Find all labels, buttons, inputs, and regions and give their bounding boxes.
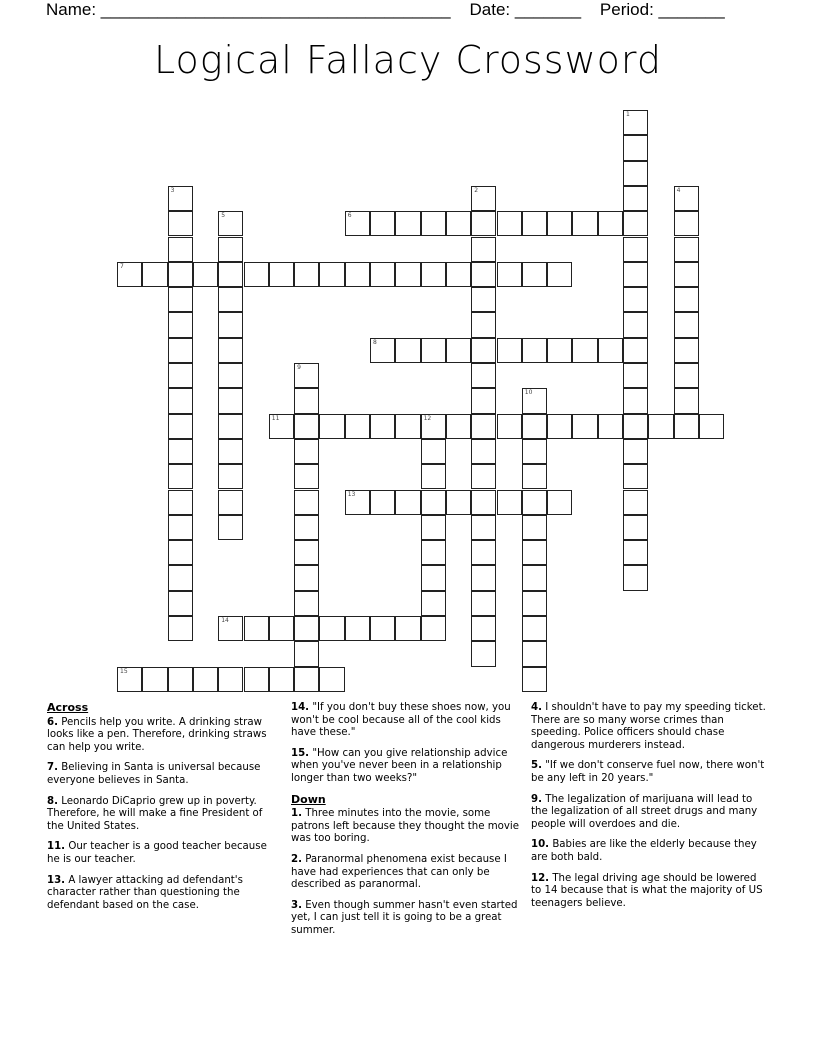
crossword-cell[interactable]: [471, 540, 496, 565]
clue-number: 10.: [531, 839, 550, 851]
crossword-cell[interactable]: [294, 439, 319, 464]
crossword-cell[interactable]: [218, 388, 243, 413]
crossword-cell[interactable]: [421, 591, 446, 616]
clues-column-3: [531, 702, 769, 918]
crossword-cell[interactable]: [623, 161, 648, 186]
cell-number: 15: [120, 667, 128, 675]
clue-number: 1.: [291, 808, 302, 820]
clues-column-1: [47, 702, 272, 920]
crossword-cell[interactable]: [168, 591, 193, 616]
clue-text: A lawyer attacking ad defendant's character rather than questioning the defendant based on the case.: [47, 874, 243, 911]
crossword-cell[interactable]: [446, 338, 471, 363]
crossword-cell[interactable]: [395, 616, 420, 641]
crossword-cell[interactable]: [674, 338, 699, 363]
cell-number: 2: [474, 186, 479, 194]
crossword-cell[interactable]: [168, 363, 193, 388]
crossword-cell[interactable]: [294, 591, 319, 616]
crossword-cell[interactable]: [168, 237, 193, 262]
crossword-cell[interactable]: [269, 616, 294, 641]
crossword-cell[interactable]: [218, 490, 243, 515]
crossword-cell[interactable]: [572, 338, 597, 363]
crossword-cell[interactable]: [421, 616, 446, 641]
crossword-cell[interactable]: [244, 616, 269, 641]
crossword-cell[interactable]: [218, 211, 243, 236]
crossword-cell[interactable]: [674, 262, 699, 287]
clue-across-15: [291, 748, 519, 786]
clue-across-8: [47, 796, 272, 834]
crossword-cell[interactable]: [218, 667, 243, 692]
crossword-cell[interactable]: [294, 490, 319, 515]
crossword-cell[interactable]: [294, 515, 319, 540]
crossword-cell[interactable]: [168, 667, 193, 692]
crossword-cell[interactable]: [497, 490, 522, 515]
crossword-cell[interactable]: [168, 312, 193, 337]
crossword-cell[interactable]: [623, 540, 648, 565]
crossword-cell[interactable]: [345, 616, 370, 641]
cell-number: 3: [170, 186, 175, 194]
crossword-cell[interactable]: [522, 591, 547, 616]
crossword-cell[interactable]: [623, 565, 648, 590]
crossword-cell[interactable]: [421, 338, 446, 363]
crossword-cell[interactable]: [572, 414, 597, 439]
crossword-cell[interactable]: [497, 211, 522, 236]
crossword-cell[interactable]: [168, 262, 193, 287]
clue-down-4: [531, 702, 769, 752]
crossword-cell[interactable]: [446, 262, 471, 287]
crossword-cell[interactable]: [294, 616, 319, 641]
crossword-cell[interactable]: [471, 388, 496, 413]
crossword-cell[interactable]: [168, 565, 193, 590]
crossword-cell[interactable]: [269, 667, 294, 692]
crossword-cell[interactable]: [547, 338, 572, 363]
crossword-cell[interactable]: [446, 414, 471, 439]
clue-down-2: [291, 854, 519, 892]
crossword-cell[interactable]: [370, 414, 395, 439]
crossword-cell[interactable]: [218, 616, 243, 641]
crossword-cell[interactable]: [345, 262, 370, 287]
crossword-cell[interactable]: [572, 211, 597, 236]
cell-number: 10: [524, 389, 533, 397]
crossword-cell[interactable]: [522, 388, 547, 413]
crossword-cell[interactable]: [370, 338, 395, 363]
student-info-header: Name: _____________________________________ Date: _______ Period: _______: [46, 0, 725, 19]
crossword-cell[interactable]: [421, 439, 446, 464]
crossword-cell[interactable]: [244, 667, 269, 692]
clue-text: Pencils help you write. A drinking straw looks like a pen. Therefore, drinking straws can help you write.: [47, 716, 267, 753]
clue-down-3: [291, 900, 519, 938]
crossword-cell[interactable]: [522, 641, 547, 666]
clue-text: The legalization of marijuana will lead to the legalization of all street drugs and many people will overdoes and die.: [531, 793, 758, 830]
crossword-cell[interactable]: [193, 262, 218, 287]
crossword-cell[interactable]: [395, 490, 420, 515]
clue-down-12: [531, 873, 769, 911]
crossword-cell[interactable]: [168, 490, 193, 515]
crossword-cell[interactable]: [269, 262, 294, 287]
crossword-cell[interactable]: [623, 211, 648, 236]
clue-text: Babies are like the elderly because they are both bald.: [531, 839, 757, 863]
down-heading: Down: [291, 792, 326, 806]
crossword-cell[interactable]: [421, 464, 446, 489]
clue-number: 13.: [47, 874, 66, 886]
crossword-cell[interactable]: [471, 262, 496, 287]
crossword-cell[interactable]: [623, 287, 648, 312]
cell-number: 1: [626, 111, 630, 118]
crossword-cell[interactable]: [547, 262, 572, 287]
crossword-cell[interactable]: [218, 363, 243, 388]
crossword-cell[interactable]: [497, 262, 522, 287]
crossword-cell[interactable]: [623, 237, 648, 262]
crossword-cell[interactable]: [547, 414, 572, 439]
crossword-cell[interactable]: [598, 414, 623, 439]
clue-number: 12.: [531, 872, 550, 884]
crossword-cell[interactable]: [522, 515, 547, 540]
clues-column-2: [291, 702, 519, 946]
crossword-cell[interactable]: [244, 262, 269, 287]
crossword-cell[interactable]: [623, 388, 648, 413]
crossword-cell[interactable]: [168, 464, 193, 489]
clue-number: 2.: [291, 853, 302, 865]
cell-number: 12: [423, 414, 432, 422]
crossword-cell[interactable]: [471, 565, 496, 590]
crossword-cell[interactable]: [471, 591, 496, 616]
crossword-cell[interactable]: [345, 211, 370, 236]
clue-text: "If you don't buy these shoes now, you won't be cool because all of the cool kids have these.": [291, 702, 511, 739]
clue-text: Leonardo DiCaprio grew up in poverty. Therefore, he will make a fine President of the United States.: [47, 795, 263, 832]
crossword-cell[interactable]: [168, 616, 193, 641]
crossword-cell[interactable]: [421, 414, 446, 439]
crossword-cell[interactable]: [522, 211, 547, 236]
crossword-cell[interactable]: [395, 338, 420, 363]
crossword-cell[interactable]: [522, 414, 547, 439]
crossword-cell[interactable]: [370, 616, 395, 641]
clue-number: 6.: [47, 716, 58, 728]
crossword-cell[interactable]: [117, 667, 142, 692]
cell-number: 14: [221, 617, 229, 624]
clue-text: Believing in Santa is universal because everyone believes in Santa.: [47, 762, 261, 786]
crossword-cell[interactable]: [421, 565, 446, 590]
crossword-cell[interactable]: [623, 515, 648, 540]
clue-text: "If we don't conserve fuel now, there won't be any left in 20 years.": [531, 760, 765, 784]
crossword-cell[interactable]: [471, 641, 496, 666]
crossword-cell[interactable]: [471, 287, 496, 312]
clue-text: Paranormal phenomena exist because I have had experiences that can only be described as paranormal.: [291, 853, 507, 891]
cell-number: 7: [120, 262, 124, 270]
clue-number: 5.: [531, 760, 542, 772]
clue-number: 4.: [531, 702, 542, 713]
crossword-cell[interactable]: [345, 414, 370, 439]
clue-number: 8.: [47, 795, 58, 807]
crossword-cell[interactable]: [699, 414, 724, 439]
crossword-cell[interactable]: [674, 388, 699, 413]
crossword-cell[interactable]: [218, 414, 243, 439]
crossword-cell[interactable]: [598, 338, 623, 363]
cell-number: 11: [271, 414, 280, 422]
crossword-cell[interactable]: [193, 667, 218, 692]
crossword-cell[interactable]: [142, 667, 167, 692]
crossword-cell[interactable]: [674, 312, 699, 337]
crossword-cell[interactable]: [345, 490, 370, 515]
clue-text: Even though summer hasn't even started yet, I can just tell it is going to be a great summer.: [291, 899, 518, 936]
crossword-cell[interactable]: [623, 464, 648, 489]
clue-number: 7.: [47, 762, 58, 774]
crossword-cell[interactable]: [168, 414, 193, 439]
crossword-cell[interactable]: [674, 186, 699, 211]
crossword-cell[interactable]: [294, 414, 319, 439]
crossword-cell[interactable]: [547, 211, 572, 236]
crossword-cell[interactable]: [370, 490, 395, 515]
crossword-cell[interactable]: [395, 211, 420, 236]
cell-number: 6: [347, 212, 352, 220]
crossword-cell[interactable]: [471, 490, 496, 515]
crossword-cell[interactable]: [623, 110, 648, 135]
crossword-cell[interactable]: [674, 287, 699, 312]
clue-across-6: [47, 717, 272, 755]
crossword-cell[interactable]: [319, 616, 344, 641]
crossword-cell[interactable]: [623, 135, 648, 160]
crossword-cell[interactable]: [471, 439, 496, 464]
crossword-cell[interactable]: [471, 211, 496, 236]
clue-down-1: [291, 808, 519, 846]
crossword-cell[interactable]: [522, 262, 547, 287]
crossword-cell[interactable]: [421, 211, 446, 236]
crossword-cell[interactable]: [598, 211, 623, 236]
crossword-cell[interactable]: [471, 237, 496, 262]
crossword-cell[interactable]: [142, 262, 167, 287]
crossword-cell[interactable]: [522, 439, 547, 464]
crossword-cell[interactable]: [471, 414, 496, 439]
crossword-cell[interactable]: [497, 338, 522, 363]
crossword-cell[interactable]: [623, 338, 648, 363]
clue-number: 3.: [291, 899, 302, 911]
crossword-cell[interactable]: [522, 464, 547, 489]
crossword-cell[interactable]: [117, 262, 142, 287]
clue-number: 14.: [291, 702, 310, 713]
crossword-cell[interactable]: [319, 262, 344, 287]
crossword-cell[interactable]: [319, 667, 344, 692]
crossword-cell[interactable]: [522, 338, 547, 363]
crossword-cell[interactable]: [319, 414, 344, 439]
clue-number: 15.: [291, 747, 310, 759]
crossword-cell[interactable]: [421, 490, 446, 515]
crossword-cell[interactable]: [623, 186, 648, 211]
crossword-cell[interactable]: [446, 211, 471, 236]
clue-down-5: [531, 760, 769, 785]
crossword-cell[interactable]: [294, 540, 319, 565]
clue-down-9: [531, 794, 769, 832]
crossword-cell[interactable]: [471, 186, 496, 211]
crossword-cell[interactable]: [218, 338, 243, 363]
crossword-cell[interactable]: [294, 565, 319, 590]
clue-number: 11.: [47, 841, 66, 853]
page-title: Logical Fallacy Crossword: [153, 38, 662, 82]
crossword-cell[interactable]: [648, 414, 673, 439]
crossword-cell[interactable]: [168, 287, 193, 312]
crossword-cell[interactable]: [674, 363, 699, 388]
crossword-cell[interactable]: [674, 414, 699, 439]
crossword-cell[interactable]: [370, 262, 395, 287]
crossword-cell[interactable]: [674, 237, 699, 262]
clue-text: "How can you give relationship advice when you've never been in a relationship longer than two weeks?": [291, 747, 508, 784]
clue-across-11: [47, 841, 272, 866]
crossword-cell[interactable]: [471, 312, 496, 337]
crossword-cell[interactable]: [294, 464, 319, 489]
cell-number: 5: [221, 212, 226, 220]
cell-number: 4: [676, 186, 681, 194]
crossword-cell[interactable]: [522, 616, 547, 641]
crossword-cell[interactable]: [168, 338, 193, 363]
crossword-cell[interactable]: [218, 464, 243, 489]
crossword-cell[interactable]: [218, 312, 243, 337]
crossword-cell[interactable]: [471, 616, 496, 641]
crossword-cell[interactable]: [623, 363, 648, 388]
crossword-cell[interactable]: [471, 464, 496, 489]
crossword-cell[interactable]: [218, 262, 243, 287]
crossword-cell[interactable]: [623, 490, 648, 515]
crossword-cell[interactable]: [294, 667, 319, 692]
crossword-cell[interactable]: [471, 515, 496, 540]
clue-across-14: [291, 702, 519, 740]
crossword-cell[interactable]: [497, 414, 522, 439]
across-heading: Across: [47, 701, 89, 714]
crossword-cell[interactable]: [471, 338, 496, 363]
cell-number: 9: [297, 364, 301, 371]
crossword-cell[interactable]: [522, 565, 547, 590]
crossword-cell[interactable]: [623, 414, 648, 439]
crossword-cell[interactable]: [395, 414, 420, 439]
crossword-cell[interactable]: [168, 515, 193, 540]
crossword-cell[interactable]: [218, 515, 243, 540]
crossword-cell[interactable]: [168, 439, 193, 464]
crossword-cell[interactable]: [522, 540, 547, 565]
crossword-cell[interactable]: [294, 641, 319, 666]
crossword-cell[interactable]: [218, 287, 243, 312]
crossword-cell[interactable]: [623, 262, 648, 287]
crossword-cell[interactable]: [168, 211, 193, 236]
clue-across-13: [47, 875, 272, 913]
crossword-cell[interactable]: [522, 667, 547, 692]
crossword-cell[interactable]: [218, 237, 243, 262]
crossword-cell[interactable]: [674, 211, 699, 236]
crossword-cell[interactable]: [623, 312, 648, 337]
crossword-cell[interactable]: [446, 490, 471, 515]
crossword-cell[interactable]: [421, 515, 446, 540]
clue-text: Our teacher is a good teacher because he is our teacher.: [47, 841, 267, 865]
crossword-cell[interactable]: [218, 439, 243, 464]
crossword-cell[interactable]: [294, 262, 319, 287]
clue-text: I shouldn't have to pay my speeding ticket. There are so many worse crimes than speeding. Police officers should chase dangerous murderers instead.: [531, 702, 766, 751]
clue-text: The legal driving age should be lowered to 14 because that is what the majority of US teenagers believe.: [531, 872, 763, 909]
crossword-cell[interactable]: [547, 490, 572, 515]
clue-text: Three minutes into the movie, some patrons left because they thought the movie was too boring.: [291, 808, 520, 845]
cell-number: 13: [347, 490, 356, 498]
crossword-cell[interactable]: [471, 363, 496, 388]
crossword-cell[interactable]: [168, 540, 193, 565]
clue-across-7: [47, 762, 272, 787]
clue-number: 9.: [531, 793, 542, 805]
clue-down-10: [531, 839, 769, 864]
crossword-cell[interactable]: [522, 490, 547, 515]
crossword-cell[interactable]: [269, 414, 294, 439]
crossword-cell[interactable]: [168, 388, 193, 413]
crossword-cell[interactable]: [395, 262, 420, 287]
crossword-cell[interactable]: [370, 211, 395, 236]
crossword-cell[interactable]: [421, 262, 446, 287]
crossword-cell[interactable]: [168, 186, 193, 211]
crossword-cell[interactable]: [421, 540, 446, 565]
crossword-cell[interactable]: [294, 388, 319, 413]
crossword-cell[interactable]: [294, 363, 319, 388]
crossword-cell[interactable]: [623, 439, 648, 464]
cell-number: 8: [373, 338, 377, 346]
